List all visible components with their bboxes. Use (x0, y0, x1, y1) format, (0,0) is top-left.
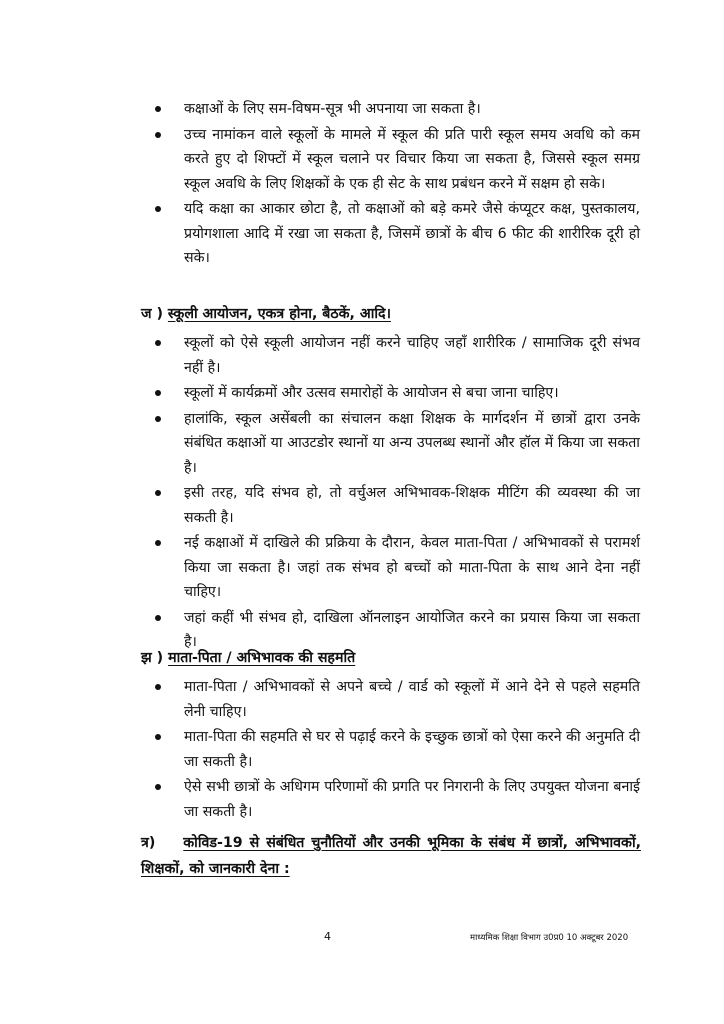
list-item (142, 123, 640, 197)
section-heading-j (141, 302, 391, 326)
list-item (142, 481, 640, 530)
list-item (142, 775, 640, 824)
bullet-icon (155, 340, 161, 346)
bullet-icon (155, 490, 161, 496)
page-number: 4 (324, 930, 331, 943)
footer-note: माध्यमिक शिक्षा विभाग उ0प्र0 10 अक्टूबर 2020 (470, 933, 629, 943)
bullet-list (142, 331, 640, 655)
list-item-text: कक्षाओं के लिए सम-विषम-सूत्र भी अपनाया जा सकता है। (184, 101, 481, 117)
list-item-text: उच्च नामांकन वाले स्कूलों के मामले में स्कूल की प्रति पारी स्कूल समय अवधि को कम करते हुए दो शिफ्टों में स्कूल चलाने पर विचार किया जा सकता है, जिससे स्कूल समग्र स्कूल अवधि के लिए शिक्षकों के एक ही सेट के साथ प्रबंधन करने में सक्षम हो सके। (184, 126, 640, 192)
bullet-icon (155, 784, 161, 790)
bullet-icon (155, 684, 161, 690)
bullet-icon (155, 132, 161, 138)
list-item-text: माता-पिता / अभिभावकों से अपने बच्चे / वार्ड को स्कूलों में आने देने से पहले सहमति लेनी चाहिए। (184, 679, 640, 720)
list-item (142, 407, 640, 481)
list-item-text: नई कक्षाओं में दाखिले की प्रक्रिया के दौरान, केवल माता-पिता / अभिभावकों से परामर्श किया जा सकता है। जहां तक संभव हो बच्चों को माता-पिता के साथ आने देना नहीं चाहिए। (184, 535, 640, 600)
list-item-text: इसी तरह, यदि संभव हो, तो वर्चुअल अभिभावक-शिक्षक मीटिंग की व्यवस्था की जा सकती है। (184, 485, 640, 526)
bullet-icon (155, 615, 161, 621)
section-j-block (142, 331, 640, 656)
list-item-text: ऐसे सभी छात्रों के अधिगम परिणामों की प्रगति पर निगरानी के लिए उपयुक्त योजना बनाई जा सकती है। (184, 779, 640, 820)
bullet-icon (155, 734, 161, 740)
list-item (142, 725, 640, 774)
list-item (142, 97, 640, 122)
section-jh-block (142, 675, 640, 825)
bullet-icon (155, 206, 161, 212)
list-item-text: स्कूलों को ऐसे स्कूली आयोजन नहीं करने चाहिए जहाँ शारीरिक / सामाजिक दूरी संभव नहीं है। (184, 335, 640, 376)
list-item-text: जहां कहीं भी संभव हो, दाखिला ऑनलाइन आयोजित करने का प्रयास किया जा सकता है। (184, 609, 640, 650)
bullet-list (142, 97, 640, 271)
list-item-text: यदि कक्षा का आकार छोटा है, तो कक्षाओं को बड़े कमरे जैसे कंप्यूटर कक्ष, पुस्तकालय, प्रयोगशाला आदि में रखा जा सकता है, जिसमें छात्रों के बीच 6 फीट की शारीरिक दूरी हो सके। (184, 201, 640, 266)
list-item-text: हालांकि, स्कूल असेंबली का संचालन कक्षा शिक्षक के मार्गदर्शन में छात्रों द्वारा उनके संबंधित कक्षाओं या आउटडोर स्थानों या अन्य उपलब्ध स्थानों और हॉल में किया जा सकता है। (184, 410, 640, 476)
bullet-list (142, 675, 640, 824)
list-item-text: माता-पिता की सहमति से घर से पढ़ाई करने के इच्छुक छात्रों को ऐसा करने की अनुमति दी जा सकती है। (184, 729, 640, 770)
section-heading-jh (141, 646, 355, 670)
list-item (142, 197, 640, 271)
list-item (142, 675, 640, 724)
bullet-icon (155, 416, 161, 422)
section-prefix: झ ) (141, 650, 164, 666)
list-item (142, 531, 640, 605)
section-title: माता-पिता / अभिभावक की सहमति (168, 650, 356, 666)
list-item (142, 331, 640, 380)
section-heading-tra (141, 830, 641, 882)
bullet-icon (155, 390, 161, 396)
bullet-icon (155, 106, 161, 112)
top-bullet-block (142, 97, 640, 272)
section-title: स्कूली आयोजन, एकत्र होना, बैठकें, आदि। (167, 306, 391, 322)
section-title: कोविड-19 से संबंधित चुनौतियों और उनकी भूमिका के संबंध में छात्रों, अभिभावकों, शिक्षकों, को जानकारी देना : (141, 835, 642, 877)
list-item-text: स्कूलों में कार्यक्रमों और उत्सव समारोहों के आयोजन से बचा जाना चाहिए। (184, 385, 559, 401)
list-item (142, 381, 640, 406)
section-prefix: ज ) (141, 306, 163, 322)
bullet-icon (155, 540, 161, 546)
section-prefix: त्र) (141, 835, 156, 851)
